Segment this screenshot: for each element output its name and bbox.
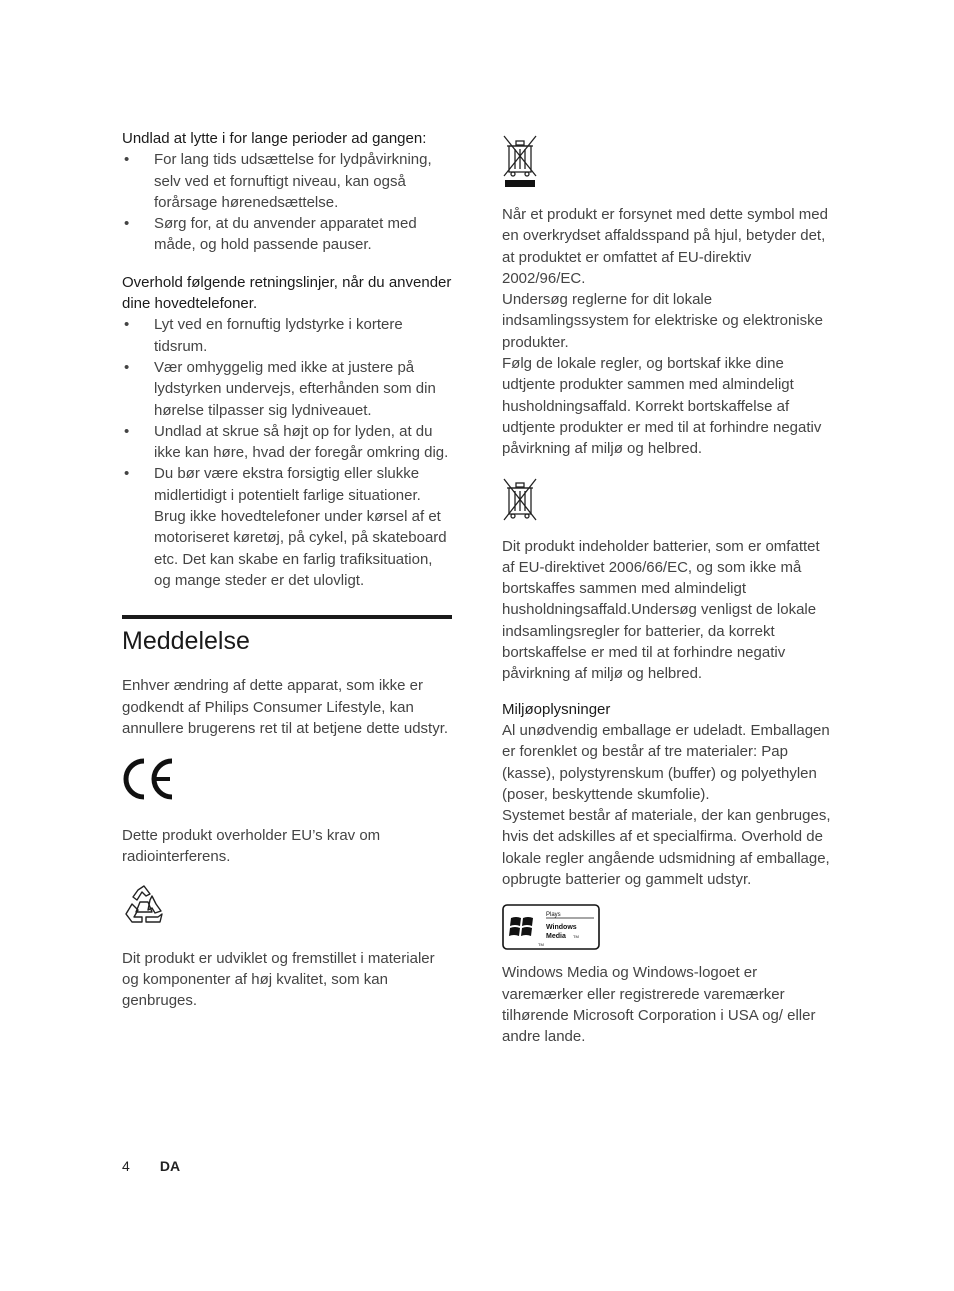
list-item: • Undlad at skrue så højt op for lyden, at du ikke kan høre, hvad der foregår omkring dig.: [122, 421, 452, 464]
section-title: Meddelelse: [122, 627, 250, 656]
listening-heading: Undlad at lytte i for lange perioder ad gangen:: [122, 130, 427, 147]
ce-mark-icon: [122, 757, 176, 801]
notice-text: Enhver ændring af dette apparat, som ikke er godkendt af Philips Consumer Lifestyle, kan annullere brugerens ret til at betjene dette udstyr.: [122, 677, 449, 737]
list-item: • For lang tids udsættelse for lydpåvirkning, selv ved et fornuftigt niveau, kan også forårsage hørenedsættelse.: [122, 149, 452, 213]
listening-bullets: [122, 149, 452, 255]
right-column: [502, 128, 834, 1048]
plays-windows-media-logo: [502, 904, 600, 950]
logo-plays: Plays: [546, 912, 561, 919]
weee-paragraph: Undersøg reglerne for dit lokale indsamlingssystem for elektriske og elektroniske produkter.: [502, 291, 823, 351]
weee-paragraph: Når et produkt er forsynet med dette symbol med en overkrydset affaldsspand på hjul, betyder det, at produktet er omfattet af EU-direktiv 2002/96/EC.: [502, 206, 828, 287]
env-paragraph: Systemet består af materiale, der kan genbruges, hvis det adskilles af et specialfirma. Overhold de lokale regler angående udsmidning af emballage, opbrugte batterier og gammelt udstyr.: [502, 807, 831, 889]
crossed-bin-battery-icon: [502, 478, 538, 522]
env-text: [502, 720, 834, 890]
recycle-icon: [122, 884, 166, 928]
page-footer: [122, 1158, 180, 1174]
list-item: • Sørg for, at du anvender apparatet med måde, og hold passende pauser.: [122, 213, 452, 256]
windows-media-text: Windows Media og Windows-logoet er varemærker eller registrerede varemærker tilhørende Microsoft Corporation i USA og/ eller andre lande.: [502, 964, 816, 1046]
headphone-bullets: [122, 314, 452, 591]
weee-paragraph: Følg de lokale regler, og bortskaf ikke dine udtjente produkter sammen med almindeligt husholdningsaffald. Korrekt bortskaffelse af udtjente produkter er med til at forhindre negativ påvirkning af miljø og helbred.: [502, 355, 822, 458]
list-item: • Du bør være ekstra forsigtig eller slukke midlertidigt i potentielt farlige situationer. Brug ikke hovedtelefoner under kørsel af et motoriseret køretøj, på cykel, på skateboard etc. Det kan skabe en farlig trafiksituation, og mange steder er det ulovligt.: [122, 463, 452, 591]
logo-tm: TM: [573, 934, 579, 940]
recycle-text: Dit produkt er udviklet og fremstillet i materialer og komponenter af høj kvalitet, som kan genbruges.: [122, 949, 435, 1010]
logo-tm-small: TM: [538, 942, 544, 948]
language-code: DA: [159, 1158, 181, 1174]
battery-text: Dit produkt indeholder batterier, som er omfattet af EU-direktivet 2006/66/EC, og som ikke må bortskaffes sammen med almindeligt husholdningsaffald.Undersøg venligst de lokale indsamlingsregler for batterier, da korrekt bortskaffelse er med til at forhindre negativ påvirkning af miljø og helbred.: [502, 537, 820, 683]
headphone-heading: Overhold følgende retningslinjer, når du anvender dine hovedtelefoner.: [122, 273, 452, 313]
env-paragraph: Al unødvendig emballage er udeladt. Emballagen er forenklet og består af tre materialer: Pap (kasse), polystyrenskum (buffer) og polyethylen (poser, beskyttende skumfolie).: [502, 721, 830, 803]
page-number: 4: [122, 1158, 130, 1174]
section-rule: [122, 615, 452, 619]
list-item: • Lyt ved en fornuftig lydstyrke i kortere tidsrum.: [122, 314, 452, 357]
env-heading: Miljøoplysninger: [502, 700, 611, 718]
ce-text: Dette produkt overholder EU’s krav om radiointerferens.: [122, 827, 381, 866]
crossed-bin-icon: [502, 134, 538, 188]
logo-media: Media: [546, 933, 566, 941]
list-item: • Vær omhyggelig med ikke at justere på lydstyrken undervejs, efterhånden som din hørelse tilpasser sig lydniveauet.: [122, 357, 452, 421]
left-column: [122, 128, 452, 1012]
logo-windows: Windows: [546, 924, 577, 932]
weee-text: [502, 204, 834, 460]
